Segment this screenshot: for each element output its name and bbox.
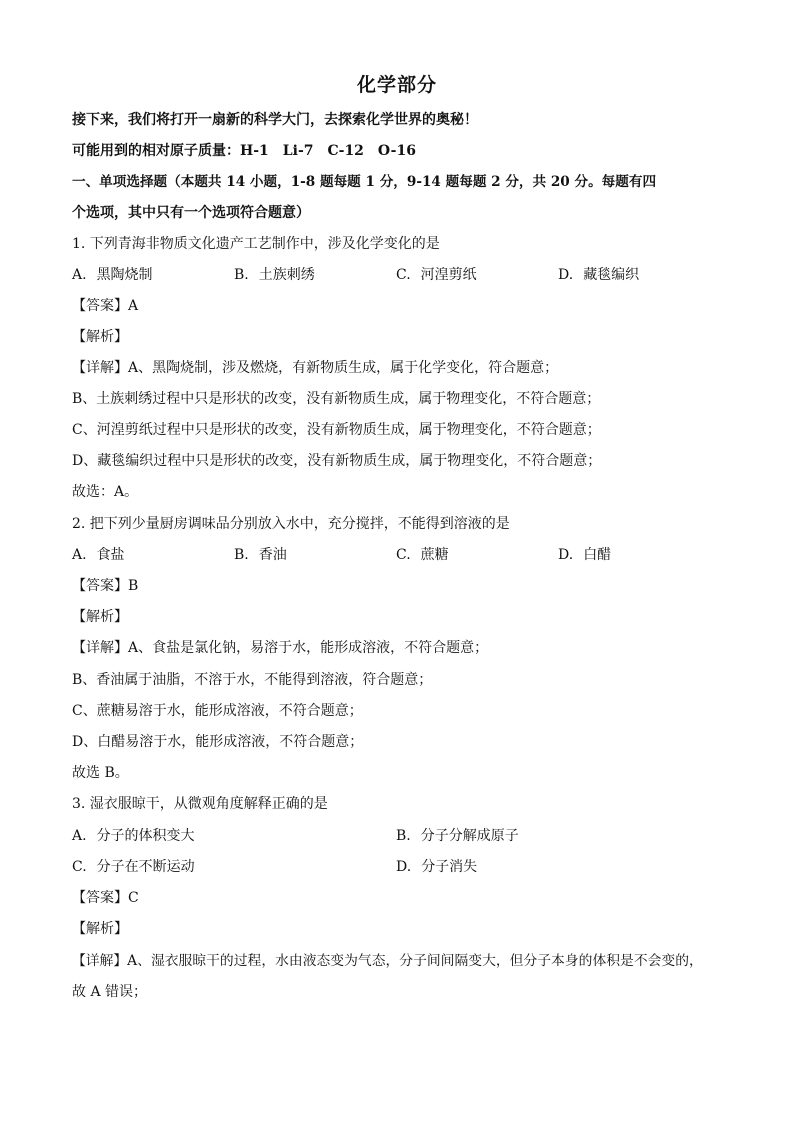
option-letter: D. [558, 267, 574, 283]
option-letter: A. [72, 547, 87, 563]
option-letter: B. [234, 547, 249, 563]
option-letter: A. [72, 267, 87, 283]
option-letter: A. [72, 828, 87, 844]
option-text: 蔗糖 [420, 547, 449, 563]
option-text: 分子在不断运动 [96, 859, 195, 875]
option-letter: D. [396, 859, 412, 875]
question-1-stem: 1. 下列青海非物质文化遗产工艺制作中，涉及化学变化的是 [72, 236, 440, 252]
question-1-detail-d: D、藏毯编织过程中只是形状的改变，没有新物质生成，属于物理变化，不符合题意； [72, 453, 602, 469]
question-1-detail-b: B、土族刺绣过程中只是形状的改变，没有新物质生成，属于物理变化，不符合题意； [72, 391, 601, 407]
option-text: 河湟剪纸 [420, 267, 477, 283]
option-letter: C. [396, 267, 411, 283]
option-letter: D. [558, 547, 574, 563]
question-2-answer: 【答案】B [72, 578, 139, 594]
option-text: 香油 [258, 547, 287, 563]
option-letter: B. [234, 267, 249, 283]
option-letter: C. [396, 547, 411, 563]
question-2-analysis-label: 【解析】 [72, 609, 128, 625]
question-2-detail-b: B、香油属于油脂，不溶于水，不能得到溶液，符合题意； [72, 672, 433, 688]
question-2-option-d [558, 545, 611, 565]
section-heading-line1: 一、单项选择题（本题共 14 小题，1-8 题每题 1 分，9-14 题每题 2 分，共 20 分。每题有四 [72, 174, 657, 190]
question-2-detail-a: 【详解】A、食盐是氯化钠，易溶于水，能形成溶液，不符合题意； [72, 640, 489, 656]
question-3-answer: 【答案】C [72, 890, 139, 906]
question-3-analysis-label: 【解析】 [72, 921, 128, 937]
question-1-option-b [234, 265, 315, 285]
question-1-detail-c: C、河湟剪纸过程中只是形状的改变，没有新物质生成，属于物理变化，不符合题意； [72, 422, 601, 438]
question-3-option-d [396, 857, 477, 877]
section-heading-line2: 个选项，其中只有一个选项符合题意） [72, 205, 310, 221]
option-letter: C. [72, 859, 87, 875]
question-1-option-d [558, 265, 639, 285]
question-3-option-c [72, 857, 195, 877]
atomic-masses-text: 可能用到的相对原子质量：H-1 Li-7 C-12 O-16 [72, 143, 416, 159]
option-text: 分子分解成原子 [420, 828, 519, 844]
question-2-stem: 2. 把下列少量厨房调味品分别放入水中，充分搅拌，不能得到溶液的是 [72, 516, 510, 532]
question-3-option-a [72, 826, 195, 846]
question-1-option-a [72, 265, 153, 285]
intro-text: 接下来，我们将打开一扇新的科学大门，去探索化学世界的奥秘！ [72, 112, 478, 128]
question-3-option-b [396, 826, 519, 846]
question-2-detail-d: D、白醋易溶于水，能形成溶液，不符合题意； [72, 734, 364, 750]
option-text: 分子的体积变大 [96, 828, 195, 844]
question-2-detail-c: C、蔗糖易溶于水，能形成溶液，不符合题意； [72, 703, 363, 719]
question-2-conclusion: 故选 B。 [72, 765, 129, 781]
question-1-detail-a: 【详解】A、黑陶烧制，涉及燃烧，有新物质生成，属于化学变化，符合题意； [72, 360, 559, 376]
question-1-option-c [396, 265, 477, 285]
option-text: 白醋 [583, 547, 612, 563]
question-2-option-b [234, 545, 287, 565]
question-2-option-a [72, 545, 125, 565]
option-text: 藏毯编织 [583, 267, 640, 283]
question-3-detail-a-continued: 故 A 错误； [72, 984, 148, 1000]
question-1-analysis-label: 【解析】 [72, 329, 128, 345]
question-3-stem: 3. 湿衣服晾干，从微观角度解释正确的是 [72, 796, 328, 812]
option-letter: B. [396, 828, 411, 844]
question-1-conclusion: 故选：A。 [72, 484, 139, 500]
option-text: 黑陶烧制 [96, 267, 153, 283]
question-1-answer: 【答案】A [72, 298, 139, 314]
page-title: 化学部分 [356, 74, 437, 96]
question-3-detail-a: 【详解】A、湿衣服晾干的过程，水由液态变为气态，分子间间隔变大，但分子本身的体积是不会变的， [72, 953, 703, 969]
option-text: 土族刺绣 [258, 267, 315, 283]
option-text: 食盐 [96, 547, 125, 563]
question-2-option-c [396, 545, 449, 565]
option-text: 分子消失 [421, 859, 478, 875]
